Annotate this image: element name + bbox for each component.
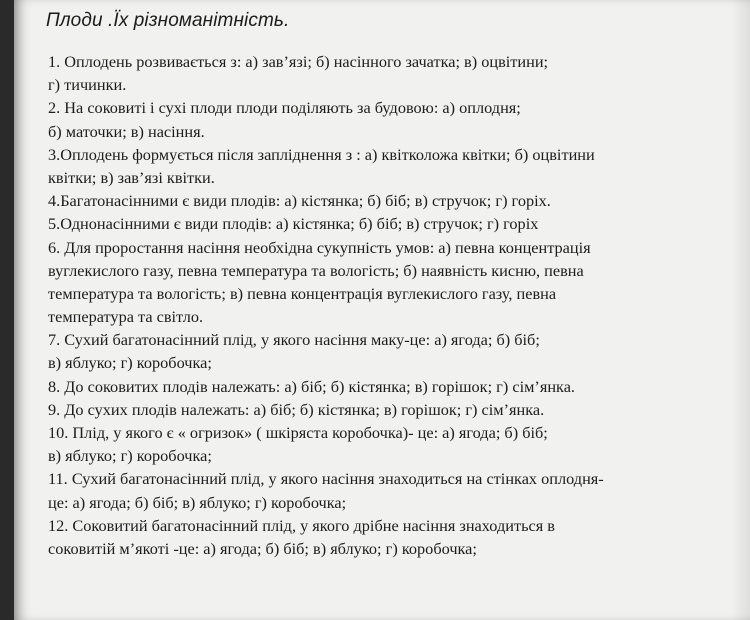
- document-page: [14, 0, 750, 620]
- text-line: соковитій м’якоті -це: а) ягода; б) біб; в) яблуко; г) коробочка;: [48, 538, 477, 558]
- text-line: 5.Однонасінними є види плодів: а) кістянка; б) біб; в) стручок; г) горіх: [48, 214, 539, 234]
- questions-list: [48, 50, 728, 560]
- text-line: 4.Багатонасінними є види плодів: а) кістянка; б) біб; в) стручок; г) горіх.: [48, 191, 551, 211]
- text-line: квітки; в) зав’язі квітки.: [48, 167, 215, 187]
- text-line: в) яблуко; г) коробочка;: [48, 446, 212, 466]
- text-line: це: а) ягода; б) біб; в) яблуко; г) коробочка;: [48, 492, 347, 512]
- text-line: 8. До соковитих плодів належать: а) біб; б) кістянка; в) горішок; г) сім’янка.: [48, 376, 575, 396]
- page-edge-shadow: [732, 0, 750, 620]
- text-line: 9. До сухих плодів належать: а) біб; б) кістянка; в) горішок; г) сім’янка.: [48, 399, 545, 419]
- text-line: г) тичинки.: [48, 75, 127, 95]
- text-line: 12. Соковитий багатонасінний плід, у якого дрібне насіння знаходиться в: [48, 515, 555, 535]
- text-line: 3.Оплодень формується після запліднення з : а) квітколожа квітки; б) оцвітини: [48, 144, 595, 164]
- text-line: в) яблуко; г) коробочка;: [48, 353, 212, 373]
- text-line: вуглекислого газу, певна температура та вологість; б) наявність кисню, певна: [48, 260, 584, 280]
- text-line: 2. На соковиті і сухі плоди плоди поділяють за будовою: а) оплодня;: [48, 98, 521, 118]
- text-line: б) маточки; в) насіння.: [48, 121, 205, 141]
- text-line: 10. Плід, у якого є « огризок» ( шкіряста коробочка)- це: а) ягода; б) біб;: [48, 423, 548, 442]
- text-line: температура та світло.: [48, 307, 204, 327]
- text-line: 11. Сухий багатонасінний плід, у якого насіння знаходиться на стінках оплодня-: [48, 469, 604, 489]
- page-title: Плоди .Їх різноманітність.: [46, 10, 290, 31]
- text-line: температура та вологість; в) певна концентрація вуглекислого газу, певна: [48, 283, 557, 303]
- text-line: 7. Сухий багатонасінний плід, у якого насіння маку-це: а) ягода; б) біб;: [48, 330, 540, 350]
- text-line: 6. Для проростання насіння необхідна сукупність умов: а) певна концентрація: [48, 237, 591, 257]
- text-line: 1. Оплодень розвивається з: а) зав’язі; б) насінного зачатка; в) оцвітини;: [48, 52, 549, 71]
